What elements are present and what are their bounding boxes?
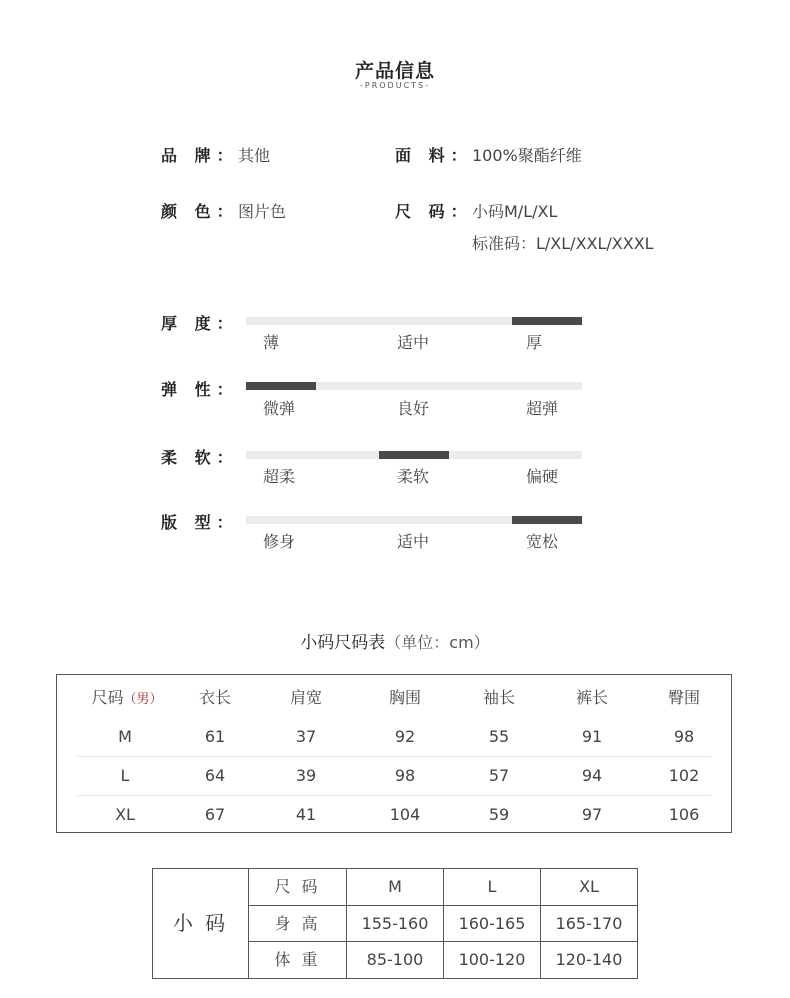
table-row: [57, 795, 731, 834]
size-value-standard: 标准码：L/XL/XXL/XXXL: [472, 234, 654, 253]
slider-fill: [512, 317, 582, 325]
table-cell: XL: [115, 805, 135, 824]
slider-label: 版 型：: [161, 513, 239, 532]
fit-cell: 165-170: [555, 914, 623, 933]
header-cell: 胸围: [388, 688, 421, 707]
fit-cell: 100-120: [458, 950, 526, 969]
table-cell: M: [118, 727, 132, 746]
table-cell: 102: [668, 766, 700, 785]
header-gender-label: （男）: [123, 692, 163, 707]
table-cell: 98: [394, 766, 416, 785]
slider-tick: 适中: [397, 333, 430, 352]
fit-cell: 85-100: [366, 950, 424, 969]
table-cell: 92: [394, 727, 416, 746]
slider-tick: 偏硬: [526, 467, 559, 486]
size-value: 小码M/L/XL: [472, 202, 558, 221]
color-value: 图片色: [238, 202, 287, 221]
slider-tick: 良好: [397, 399, 430, 418]
table-cell: 104: [389, 805, 421, 824]
fit-table: [152, 868, 638, 979]
fit-cell: 155-160: [361, 914, 429, 933]
fabric-value: 100%聚酯纤维: [472, 146, 582, 165]
slider-label: 厚 度：: [161, 314, 239, 333]
brand-label: 品 牌：: [161, 146, 239, 165]
slider-tick: 薄: [263, 333, 280, 352]
slider-tick: 厚: [526, 333, 543, 352]
color-label: 颜 色：: [161, 202, 239, 221]
slider-label: 弹 性：: [161, 380, 239, 399]
fit-row-label: 身 高: [274, 914, 321, 933]
header-cell: 肩宽: [289, 688, 322, 707]
table-cell: 91: [581, 727, 603, 746]
slider-tick: 柔软: [397, 467, 430, 486]
table-row: [57, 717, 731, 756]
table-row: [57, 756, 731, 795]
table-cell: 55: [488, 727, 510, 746]
slider-tick: 微弹: [263, 399, 296, 418]
page-title: 产品信息: [354, 60, 435, 82]
header-cell: 袖长: [482, 688, 515, 707]
table-cell: 41: [295, 805, 317, 824]
size-table-title-text: 小码尺码表: [300, 633, 386, 653]
fit-cell: 160-165: [458, 914, 526, 933]
table-cell: 97: [581, 805, 603, 824]
slider-fill: [379, 451, 449, 459]
slider-tick: 适中: [397, 532, 430, 551]
page-subtitle: -PRODUCTS-: [359, 81, 431, 90]
header-size-label: 尺码: [91, 688, 124, 707]
table-cell: 67: [204, 805, 226, 824]
fit-row-label: 尺 码: [274, 877, 321, 896]
slider-tick: 宽松: [526, 532, 559, 551]
table-cell: 61: [204, 727, 226, 746]
slider-fill: [512, 516, 582, 524]
fit-table-group-label: 小 码: [172, 911, 229, 935]
table-cell: 59: [488, 805, 510, 824]
slider-fill: [246, 382, 316, 390]
fit-row-label: 体 重: [274, 950, 321, 969]
header-cell: 臀围: [667, 688, 700, 707]
size-table: [56, 674, 732, 833]
table-cell: 39: [295, 766, 317, 785]
fit-cell: 120-140: [555, 950, 623, 969]
slider-tick: 修身: [263, 532, 296, 551]
table-cell: 57: [488, 766, 510, 785]
size-table-title: [0, 628, 790, 653]
table-cell: L: [120, 766, 130, 785]
table-cell: 37: [295, 727, 317, 746]
fit-cell: L: [487, 877, 497, 896]
slider-tick: 超柔: [263, 467, 296, 486]
table-cell: 106: [668, 805, 700, 824]
table-cell: 64: [204, 766, 226, 785]
header-cell: 衣长: [198, 688, 231, 707]
fit-cell: XL: [579, 877, 599, 896]
header-size-cell: [77, 678, 177, 717]
table-header-row: [57, 678, 731, 717]
table-cell: 98: [673, 727, 695, 746]
slider-tick: 超弹: [526, 399, 559, 418]
fabric-label: 面 料：: [395, 146, 473, 165]
slider-label: 柔 软：: [161, 448, 239, 467]
header-cell: 裤长: [575, 688, 608, 707]
size-table-unit: （单位：cm）: [385, 633, 490, 652]
brand-value: 其他: [238, 146, 271, 165]
fit-cell: M: [388, 877, 402, 896]
table-cell: 94: [581, 766, 603, 785]
size-label: 尺 码：: [395, 202, 473, 221]
